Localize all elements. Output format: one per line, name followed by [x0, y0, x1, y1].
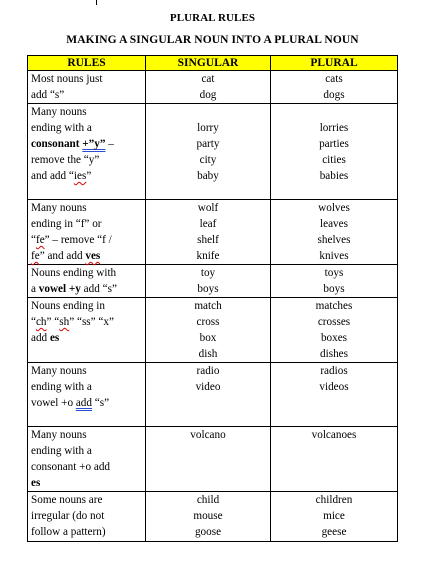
rule-cell — [28, 104, 146, 200]
rule-text: Many nouns — [31, 106, 87, 118]
singular-cell — [146, 200, 271, 265]
table-row — [28, 492, 398, 542]
rule-line — [31, 248, 142, 264]
plural-word: geese — [321, 526, 347, 538]
plural-word: boys — [323, 283, 345, 295]
rule-text: add “s” — [31, 89, 65, 101]
rule-line — [31, 200, 142, 216]
rule-line — [31, 363, 142, 379]
rule-text: add “s” — [80, 283, 117, 295]
rule-text: add — [75, 397, 92, 409]
header-rules: RULES — [28, 56, 146, 71]
rule-line — [31, 475, 142, 491]
plural-word — [274, 104, 394, 120]
rule-cell — [28, 492, 146, 542]
singular-word: shelf — [197, 234, 219, 246]
rule-line — [31, 216, 142, 232]
plural-word: crosses — [317, 316, 351, 328]
singular-word: dog — [199, 89, 217, 101]
plural-word: videos — [319, 381, 349, 393]
table-row — [28, 200, 398, 265]
rule-line — [31, 427, 142, 443]
singular-word: party — [196, 138, 220, 150]
rule-text: ” — [86, 170, 92, 182]
singular-cell — [146, 265, 271, 298]
table-row — [28, 71, 398, 104]
rule-text: Most nouns just — [31, 73, 103, 85]
singular-cell — [146, 427, 271, 492]
rule-text: a — [31, 283, 39, 295]
rule-text: consonant +o add — [31, 461, 111, 473]
singular-word: radio — [196, 365, 220, 377]
plural-cell — [271, 265, 398, 298]
plural-word: leaves — [320, 218, 348, 230]
rule-text: – — [105, 138, 114, 150]
rule-line — [31, 443, 142, 459]
singular-word: toy — [200, 267, 216, 279]
singular-word: video — [195, 381, 221, 393]
singular-cell — [146, 492, 271, 542]
table-row — [28, 298, 398, 363]
rule-text: follow a pattern) — [31, 526, 106, 538]
rule-line — [31, 265, 142, 281]
header-singular: SINGULAR — [146, 56, 271, 71]
singular-word: dish — [198, 348, 218, 360]
rule-text: +”y” — [82, 138, 106, 150]
singular-word — [149, 104, 267, 120]
rule-text: sh — [59, 316, 70, 328]
plural-word: parties — [319, 138, 349, 150]
rule-line — [31, 379, 142, 395]
singular-cell — [146, 104, 271, 200]
plural-cell — [271, 427, 398, 492]
rule-line — [31, 281, 142, 297]
rule-line — [31, 232, 142, 248]
plural-word: toys — [324, 267, 344, 279]
rule-line — [31, 71, 142, 87]
rule-text: ” – remove “f / — [44, 234, 112, 246]
table-row — [28, 104, 398, 200]
page-subtitle: MAKING A SINGULAR NOUN INTO A PLURAL NOUN — [66, 34, 359, 46]
rule-text: “s” — [92, 397, 110, 409]
singular-word: wolf — [197, 202, 219, 214]
singular-cell — [146, 71, 271, 104]
plural-rules-table — [27, 55, 398, 542]
rule-line — [31, 314, 142, 330]
table-row — [28, 427, 398, 492]
header-plural: PLURAL — [271, 56, 398, 71]
rule-line — [31, 508, 142, 524]
rule-text: vowel +o — [31, 397, 76, 409]
plural-word: cities — [322, 154, 346, 166]
rule-text: Nouns ending in — [31, 300, 105, 312]
plural-word: radios — [320, 365, 348, 377]
rule-line — [31, 524, 142, 540]
rule-text: ending with a — [31, 445, 92, 457]
rule-text: ” “ — [46, 316, 60, 328]
rule-line — [31, 120, 142, 136]
rule-text: and add “ — [31, 170, 74, 182]
rule-line — [31, 492, 142, 508]
rule-text: es — [31, 477, 41, 489]
rule-text: ch — [35, 316, 47, 328]
rule-cell — [28, 200, 146, 265]
rule-text: consonant — [31, 138, 83, 150]
rule-text: Some nouns are — [31, 494, 103, 506]
rule-text: Nouns ending with — [31, 267, 117, 279]
plural-word: mice — [323, 510, 345, 522]
rule-text: Many nouns — [31, 202, 87, 214]
rule-text: ending in “f” or — [31, 218, 102, 230]
plural-word: matches — [315, 300, 353, 312]
singular-word: goose — [194, 526, 222, 538]
singular-word: box — [199, 332, 217, 344]
singular-word: cross — [196, 316, 220, 328]
rule-cell — [28, 71, 146, 104]
rule-line — [31, 87, 142, 103]
rule-line — [31, 395, 142, 411]
singular-word: leaf — [199, 218, 217, 230]
rule-text: vowel +y — [38, 283, 81, 295]
singular-cell — [146, 298, 271, 363]
rule-cell — [28, 265, 146, 298]
plural-word: lorries — [319, 122, 349, 134]
singular-word: lorry — [197, 122, 219, 134]
rule-text: “ — [31, 234, 36, 246]
rule-line — [31, 168, 142, 184]
plural-cell — [271, 363, 398, 427]
singular-word: boys — [197, 283, 219, 295]
rule-text: ending with a — [31, 381, 92, 393]
page-title: PLURAL RULES — [169, 12, 256, 24]
plural-word: shelves — [317, 234, 351, 246]
rule-text: Many nouns — [31, 365, 87, 377]
rule-text: Many nouns — [31, 429, 87, 441]
singular-word: city — [199, 154, 217, 166]
plural-word: cats — [325, 73, 343, 85]
plural-word: boxes — [320, 332, 348, 344]
plural-word: dogs — [323, 89, 345, 101]
cursor-mark — [96, 0, 97, 5]
plural-word: volcanoes — [311, 429, 357, 441]
rule-text: ending with a — [31, 122, 92, 134]
table-row — [28, 363, 398, 427]
singular-cell — [146, 363, 271, 427]
singular-word: cat — [201, 73, 215, 85]
singular-word: volcano — [190, 429, 226, 441]
plural-cell — [271, 298, 398, 363]
rule-line — [31, 104, 142, 120]
rule-line — [31, 330, 142, 346]
rule-text: ” and add — [39, 250, 86, 262]
plural-cell — [271, 104, 398, 200]
table-row — [28, 265, 398, 298]
rule-text: fe — [31, 250, 40, 262]
rule-cell — [28, 298, 146, 363]
plural-word: dishes — [320, 348, 348, 360]
rule-text: ” “ss” “x” — [69, 316, 114, 328]
rule-line — [31, 136, 142, 152]
rule-text: “ — [31, 316, 36, 328]
plural-word: wolves — [318, 202, 350, 214]
rule-text: ies — [73, 170, 87, 182]
rule-text: add — [31, 332, 50, 344]
plural-word: children — [315, 494, 353, 506]
table-header-row — [28, 56, 398, 71]
plural-cell — [271, 492, 398, 542]
singular-word: baby — [197, 170, 219, 182]
plural-word: knives — [319, 250, 349, 262]
singular-word: match — [194, 300, 222, 312]
rule-cell — [28, 363, 146, 427]
rule-text: remove the “y” — [31, 154, 100, 166]
plural-cell — [271, 200, 398, 265]
rule-text: ves — [85, 250, 101, 262]
rule-text: irregular (do not — [31, 510, 105, 522]
rule-line — [31, 152, 142, 168]
singular-word: child — [196, 494, 220, 506]
rule-cell — [28, 427, 146, 492]
singular-word: knife — [196, 250, 220, 262]
rule-line — [31, 298, 142, 314]
rule-text: fe — [35, 234, 45, 246]
rule-line — [31, 459, 142, 475]
rule-text: es — [49, 332, 60, 344]
singular-word: mouse — [193, 510, 223, 522]
plural-word: babies — [319, 170, 349, 182]
plural-cell — [271, 71, 398, 104]
